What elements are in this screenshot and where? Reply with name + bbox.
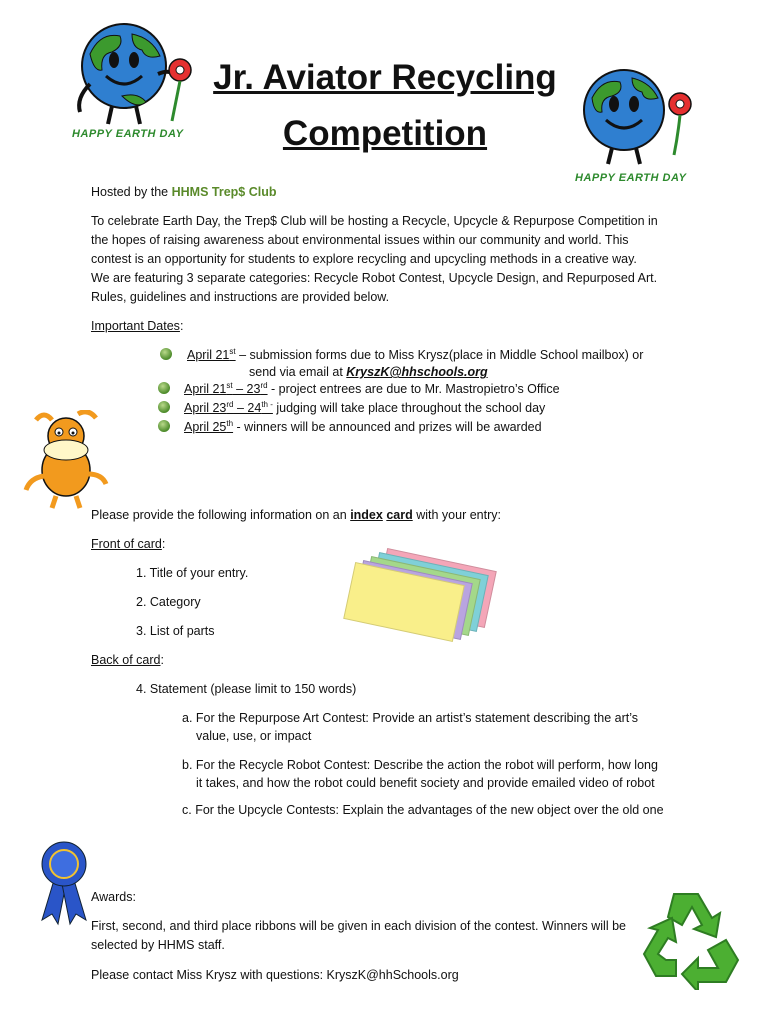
sub-item-c: c. For the Upcycle Contests: Explain the advantages of the new object over the old one	[182, 803, 664, 817]
important-dates-heading: Important Dates:	[91, 319, 184, 333]
date-item-2: April 21st – 23rd - project entrees are due to Mr. Mastropietro’s Office	[184, 380, 560, 396]
index-cards-illustration	[330, 555, 490, 635]
awards-heading: Awards:	[91, 890, 136, 904]
back-of-card-heading: Back of card:	[91, 653, 164, 667]
date-item-1: April 21st – submission forms due to Miss Krysz(place in Middle School mailbox) or	[187, 346, 644, 362]
date-item-1-line2: send via email at KryszK@hhschools.org	[249, 365, 488, 379]
date-item-3: April $23rd - 24^{th -}$ judging will take place throughout the school day	[184, 399, 546, 415]
lorax-character-icon	[22, 410, 112, 510]
bullet-icon	[160, 348, 172, 360]
bullet-icon	[158, 420, 170, 432]
hosted-by: Hosted by the HHMS Trep$ Club	[91, 185, 277, 199]
date-item-4: April 25th - winners will be announced and prizes will be awarded	[184, 418, 542, 434]
front-of-card-heading: Front of card:	[91, 537, 166, 551]
provide-info: Please provide the following information on an index card with your entry:	[91, 508, 501, 522]
earth-mascot-right-icon	[568, 60, 703, 185]
front-item-3: 3. List of parts	[136, 624, 215, 638]
front-item-2: 2. Category	[136, 595, 201, 609]
award-ribbon-icon	[36, 840, 92, 926]
bullet-icon	[158, 382, 170, 394]
front-item-1: 1. Title of your entry.	[136, 566, 249, 580]
sub-item-a: a. For the Repurpose Art Contest: Provide an artist’s statement describing the art’s value, use, or impact	[182, 711, 639, 743]
contact-text: Please contact Miss Krysz with questions: KryszK@hhSchools.org	[91, 968, 459, 982]
page-title: Jr. Aviator Recycling Competition	[213, 58, 557, 153]
back-item-4: 4. Statement (please limit to 150 words)	[136, 682, 357, 696]
earth-day-badge-left: HAPPY EARTH DAY	[72, 128, 184, 140]
intro-paragraph: To celebrate Earth Day, the Trep$ Club will be hosting a Recycle, Upcycle & Repurpose Competition in the hopes of raising awareness about environmental issues within our community and world. This contest is an opportunity for students to explore recycling and upcycling methods in a creative way. We are featuring 3 separate categories: Recycle Robot Contest, Upcycle Design, and Repurposed Art. Rules, guidelines and instructions are provided below.	[91, 214, 658, 304]
earth-day-badge-right: HAPPY EARTH DAY	[575, 172, 687, 184]
bullet-icon	[158, 401, 170, 413]
email-link[interactable]: KryszK@hhschools.org	[346, 365, 488, 379]
club-name: HHMS Trep$ Club	[171, 185, 277, 199]
recycle-symbol-icon	[636, 880, 746, 990]
sub-item-b: b. For the Recycle Robot Contest: Describe the action the robot will perform, how long it takes, and how the robot could benefit society and provide emailed video of robot	[182, 758, 658, 790]
awards-text: First, second, and third place ribbons will be given in each division of the contest. Winners will be selected by HHMS staff.	[91, 919, 626, 952]
